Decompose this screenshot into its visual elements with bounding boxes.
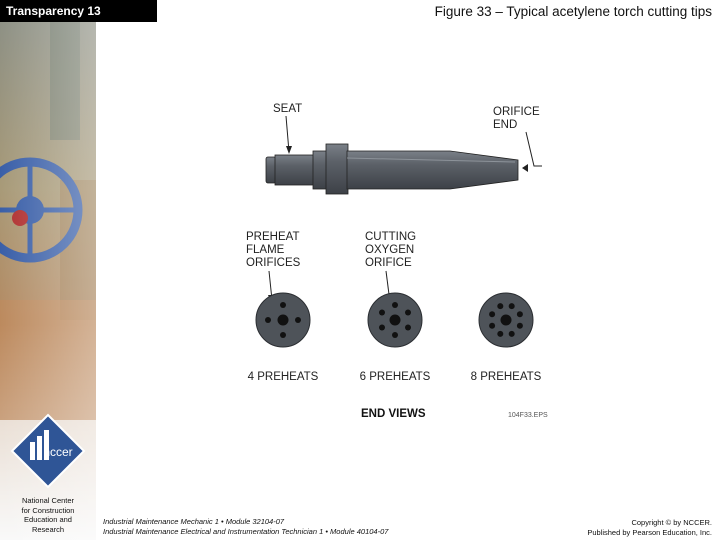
course-line: Industrial Maintenance Mechanic 1 • Module 32104-07 <box>103 517 285 526</box>
course-info <box>103 517 388 537</box>
preheat-label-line: ORIFICES <box>246 257 301 269</box>
file-code: 104F33.EPS <box>508 412 548 419</box>
preheat-orifice <box>295 317 301 323</box>
tip-side-view <box>266 144 518 194</box>
orifice-end-label-line: ORIFICE <box>493 106 540 118</box>
preheat-orifice <box>517 311 523 317</box>
tip-label: 4 PREHEATS <box>247 371 319 383</box>
preheat-orifice <box>489 311 495 317</box>
preheat-orifice <box>497 303 503 309</box>
seat-arrow <box>286 146 292 154</box>
orifice-end-leader <box>526 132 542 166</box>
preheat-orifice <box>392 302 398 308</box>
cutting-oxygen-orifice <box>278 315 289 326</box>
preheat-orifice <box>265 317 271 323</box>
preheat-orifice <box>489 323 495 329</box>
seat-label: SEAT <box>273 103 303 115</box>
cutting-label-line: CUTTING <box>365 231 417 243</box>
copyright <box>587 518 712 538</box>
cutting-label-line: OXYGEN <box>365 244 415 256</box>
copyright-line: Published by Pearson Education, Inc. <box>587 528 712 537</box>
preheat-orifice <box>280 302 286 308</box>
end-view-8-preheats <box>479 293 533 347</box>
org-line: for Construction <box>21 505 75 515</box>
preheat-orifice <box>405 310 411 316</box>
preheat-orifice <box>497 331 503 337</box>
figure-title: Figure 33 – Typical acetylene torch cutting tips <box>434 4 712 19</box>
cutting-oxygen-orifice <box>501 315 512 326</box>
end-view-4-preheats <box>256 293 310 347</box>
preheat-orifice <box>517 323 523 329</box>
logo-text: nccer <box>43 445 73 459</box>
orifice-end-arrow <box>522 164 528 172</box>
preheat-orifice <box>392 332 398 338</box>
preheat-orifice <box>379 325 385 331</box>
preheat-orifice <box>405 325 411 331</box>
course-line: Industrial Maintenance Electrical and Instrumentation Technician 1 • Module 40104-07 <box>103 527 389 536</box>
org-line: National Center <box>21 496 75 505</box>
preheat-orifice <box>509 303 515 309</box>
preheat-orifice <box>509 331 515 337</box>
preheat-orifice <box>379 310 385 316</box>
transparency-label: Transparency 13 <box>0 0 157 22</box>
orifice-end-label-line: END <box>493 119 518 131</box>
preheat-label-line: PREHEAT <box>246 231 300 243</box>
org-line: Education and <box>24 515 72 524</box>
copyright-line: Copyright © by NCCER. <box>631 518 712 527</box>
preheat-orifice <box>280 332 286 338</box>
tip-label: 6 PREHEATS <box>359 371 431 383</box>
org-line: Research <box>31 524 65 534</box>
preheat-label-line: FLAME <box>246 244 285 256</box>
tip-label: 8 PREHEATS <box>470 371 542 383</box>
end-views-label: END VIEWS <box>361 408 426 420</box>
cutting-label-line: ORIFICE <box>365 257 412 269</box>
cutting-oxygen-orifice <box>390 315 401 326</box>
end-view-6-preheats <box>368 293 422 347</box>
